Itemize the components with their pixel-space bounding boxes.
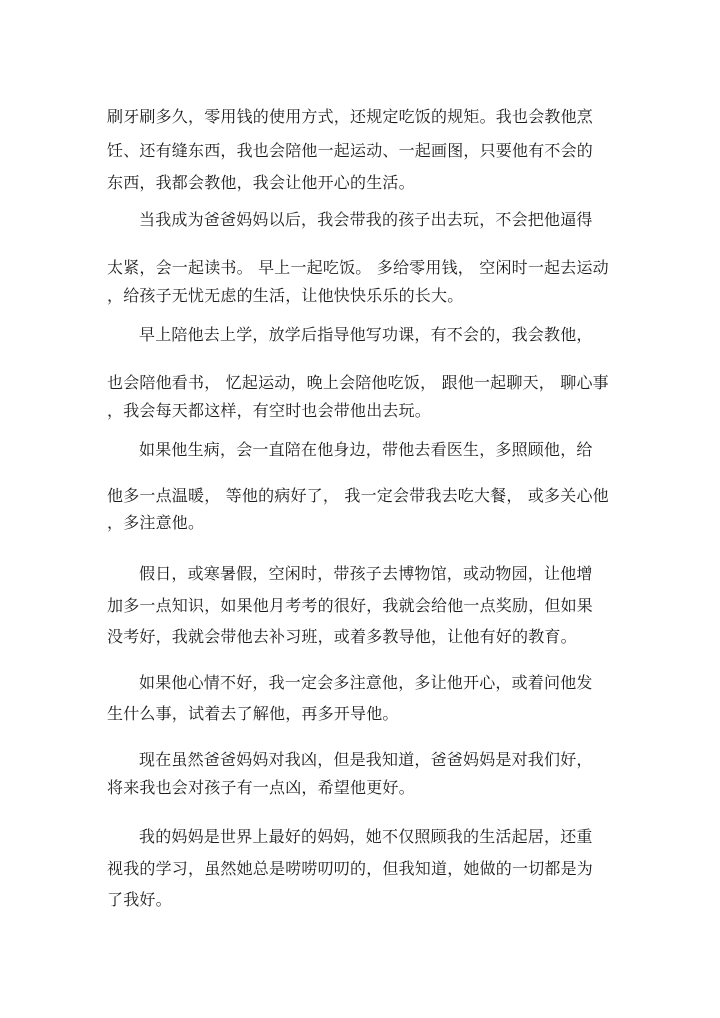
text-line: 也会陪他看书， 忆起运动，晚上会陪他吃饭， 跟他一起聊天， 聊心事 <box>107 373 609 392</box>
text-line: ，我会每天都这样，有空时也会带他出去玩。 <box>107 401 432 420</box>
text-line: 东西，我都会教他，我会让他开心的生活。 <box>107 173 415 192</box>
text-line: 当我成为爸爸妈妈以后，我会带我的孩子出去玩，不会把他逼得 <box>139 210 593 229</box>
text-line: 了我好。 <box>107 890 172 909</box>
text-line: 早上陪他去上学，放学后指导他写功课，有不会的，我会教他， <box>139 325 593 344</box>
text-line: 如果他心情不好，我一定会多注意他，多让他开心，或着问他发 <box>139 673 593 692</box>
text-line: ，多注意他。 <box>107 513 205 532</box>
text-line: 假日，或寒暑假，空闲时，带孩子去博物馆，或动物园，让他增 <box>139 564 593 583</box>
text-line: 刷牙刷多久，零用钱的使用方式，还规定吃饭的规矩。我也会教他烹 <box>107 107 594 126</box>
text-line: 加多一点知识，如果他月考考的很好，我就会给他一点奖励，但如果 <box>107 596 594 615</box>
text-line: 视我的学习，虽然她总是唠唠叨叨的，但我知道，她做的一切都是为 <box>107 859 594 878</box>
text-line: 没考好，我就会带他去补习班，或着多教导他，让他有好的教育。 <box>107 627 577 646</box>
text-line: 将来我也会对孩子有一点凶，希望他更好。 <box>107 778 415 797</box>
text-line: 我的妈妈是世界上最好的妈妈，她不仅照顾我的生活起居，还重 <box>139 827 593 846</box>
text-line: 太紧，会一起读书。 早上一起吃饭。 多给零用钱， 空闲时一起去运动 <box>107 258 609 277</box>
text-line: 如果他生病，会一直陪在他身边，带他去看医生，多照顾他，给 <box>139 440 593 459</box>
text-line: 饪、还有缝东西，我也会陪他一起运动、一起画图，只要他有不会的 <box>107 141 594 160</box>
text-line: 生什么事，试着去了解他，再多开导他。 <box>107 704 399 723</box>
text-line: 现在虽然爸爸妈妈对我凶，但是我知道，爸爸妈妈是对我们好， <box>139 750 593 769</box>
text-line: ，给孩子无忧无虑的生活，让他快快乐乐的长大。 <box>107 286 464 305</box>
text-line: 他多一点温暖， 等他的病好了， 我一定会带我去吃大餐， 或多关心他 <box>107 486 609 505</box>
